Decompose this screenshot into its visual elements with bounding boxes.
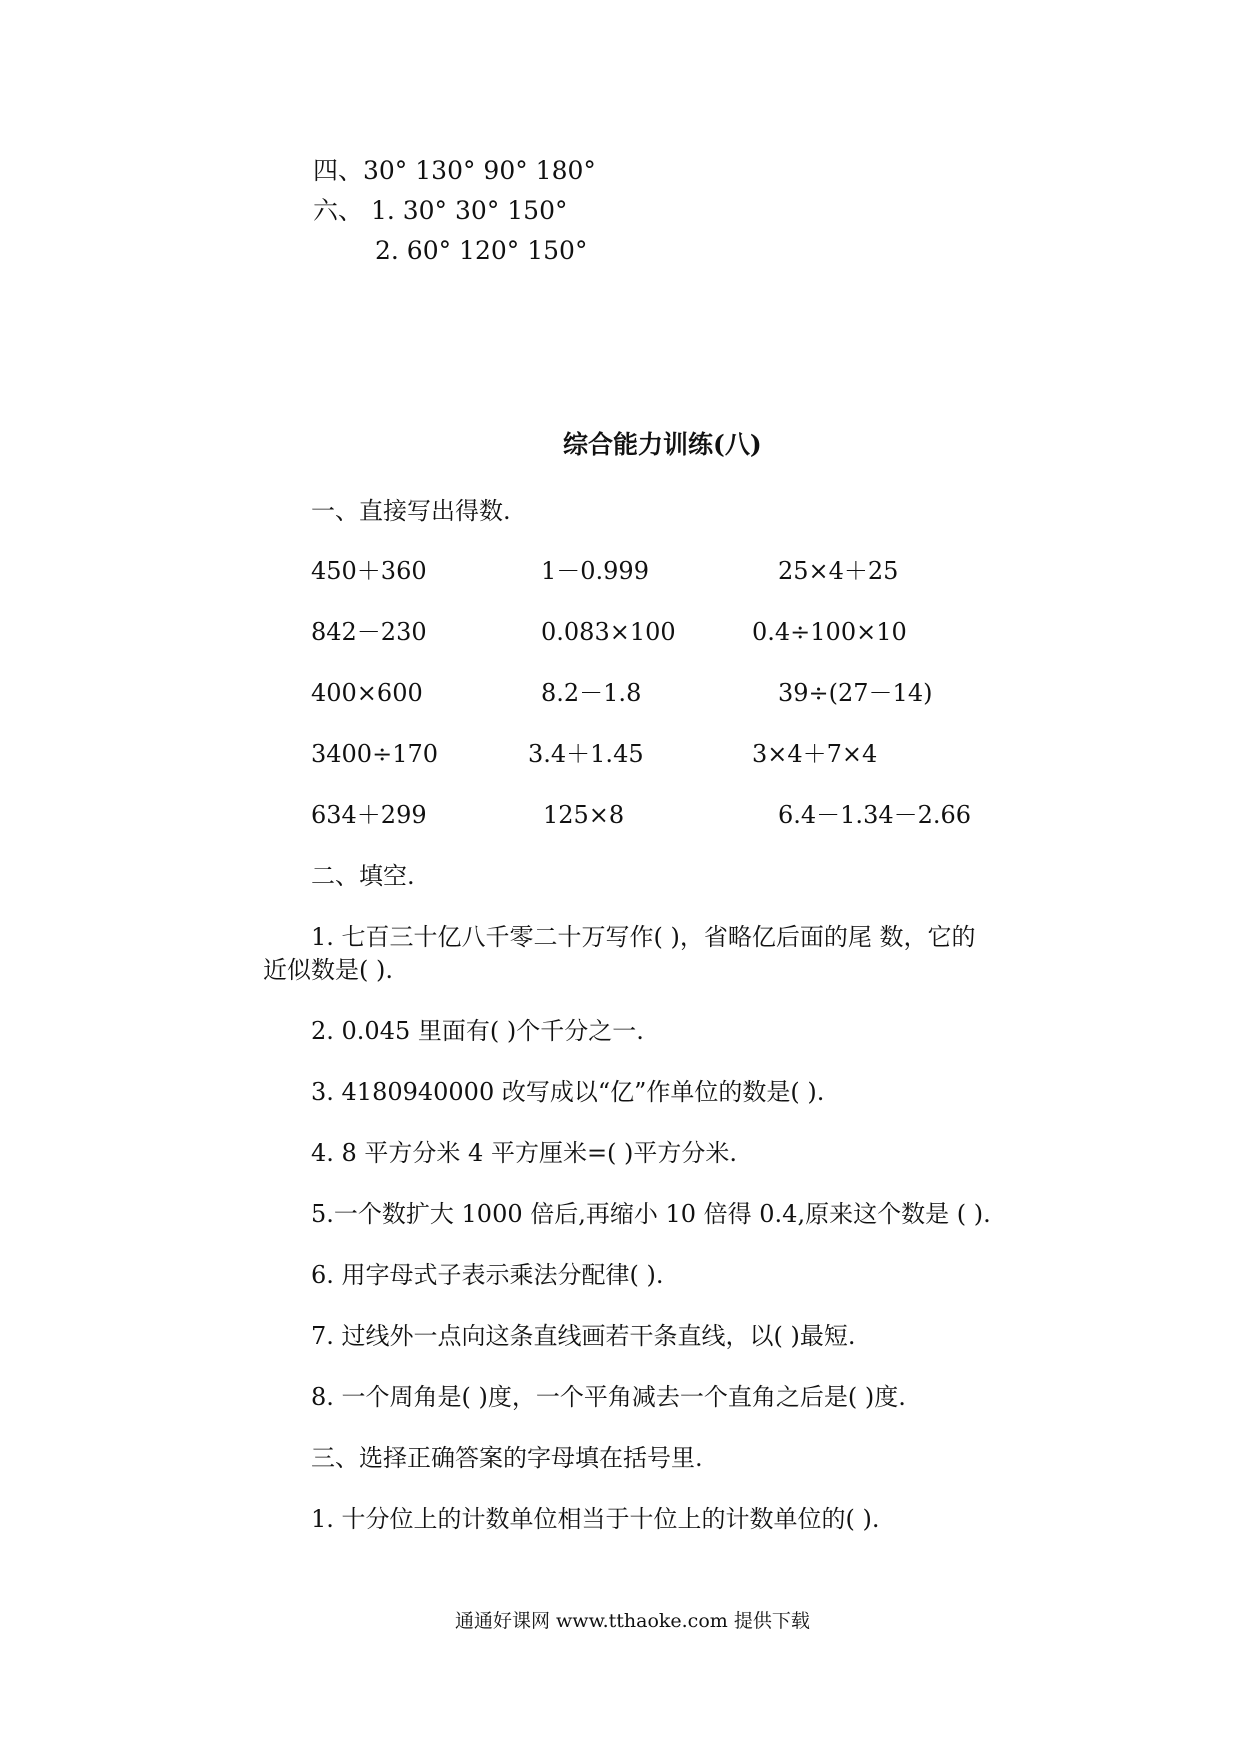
calc-item: 8.2－1.8 <box>541 679 642 707</box>
section1-heading: 一、直接写出得数. <box>311 497 511 525</box>
fill-question-3: 3. 4180940000 改写成以“亿”作单位的数是( ). <box>311 1078 825 1106</box>
fill-question-6: 6. 用字母式子表示乘法分配律( ). <box>311 1261 664 1289</box>
page-title: 综合能力训练(八) <box>563 430 762 459</box>
calc-item: 0.083×100 <box>541 618 676 646</box>
section2-heading: 二、填空. <box>311 862 415 890</box>
choice-question-1: 1. 十分位上的计数单位相当于十位上的计数单位的( ). <box>311 1505 880 1533</box>
calc-item: 25×4＋25 <box>778 557 899 585</box>
fill-question-1-line1: 1. 七百三十亿八千零二十万写作( )，省略亿后面的尾 数，它的 <box>311 923 976 951</box>
section3-heading: 三、选择正确答案的字母填在括号里. <box>311 1444 703 1472</box>
fill-question-7: 7. 过线外一点向这条直线画若干条直线，以( )最短. <box>311 1322 856 1350</box>
calc-item: 0.4÷100×10 <box>752 618 907 646</box>
page-footer: 通通好课网 www.tthaoke.com 提供下载 <box>455 1610 810 1632</box>
calc-item: 6.4－1.34－2.66 <box>778 801 972 829</box>
fill-question-4: 4. 8 平方分米 4 平方厘米=( )平方分米. <box>311 1139 738 1167</box>
calc-item: 400×600 <box>311 679 423 707</box>
fill-question-8: 8. 一个周角是( )度，一个平角减去一个直角之后是( )度. <box>311 1383 906 1411</box>
calc-item: 125×8 <box>543 801 625 829</box>
fill-question-1-line2: 近似数是( ). <box>263 956 393 984</box>
answer-si: 四、30° 130° 90° 180° <box>313 156 596 185</box>
calc-item: 1－0.999 <box>541 557 649 585</box>
calc-item: 842－230 <box>311 618 427 646</box>
calc-item: 3×4＋7×4 <box>752 740 878 768</box>
calc-item: 634＋299 <box>311 801 427 829</box>
answer-liu-2: 2. 60° 120° 150° <box>375 236 588 265</box>
calc-item: 450＋360 <box>311 557 427 585</box>
fill-question-5: 5.一个数扩大 1000 倍后,再缩小 10 倍得 0.4,原来这个数是 ( ). <box>311 1200 991 1228</box>
calc-item: 3.4＋1.45 <box>528 740 644 768</box>
calc-item: 3400÷170 <box>311 740 438 768</box>
calc-item: 39÷(27－14) <box>778 679 933 707</box>
answer-liu-1: 六、 1. 30° 30° 150° <box>313 196 568 225</box>
fill-question-2: 2. 0.045 里面有( )个千分之一. <box>311 1017 644 1045</box>
